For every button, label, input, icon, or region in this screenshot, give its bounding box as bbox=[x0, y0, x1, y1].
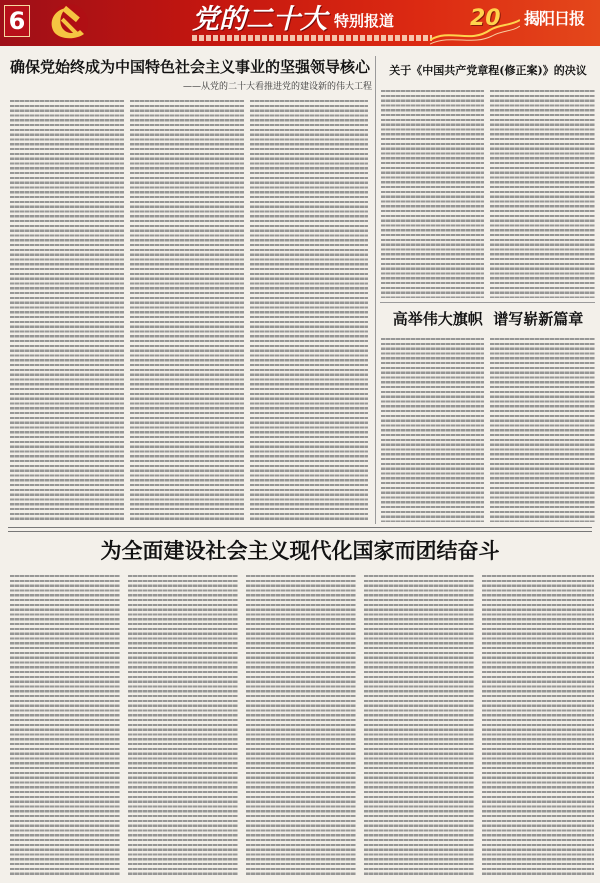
bottom-body-column bbox=[128, 575, 238, 877]
lead-subheadline: ——从党的二十大看推进党的建设新的伟大工程 bbox=[182, 82, 372, 92]
resolution-headline: 关于《中国共产党章程(修正案)》的决议 bbox=[389, 64, 587, 77]
section-title: 党的二十大 bbox=[192, 4, 327, 35]
lead-body-column bbox=[130, 100, 244, 522]
column-divider bbox=[375, 56, 376, 524]
edition-info-strip bbox=[192, 35, 432, 41]
newspaper-logo: 揭阳日报 bbox=[524, 9, 585, 28]
lead-headline: 确保党始终成为中国特色社会主义事业的坚强领导核心 bbox=[10, 58, 371, 76]
page-header bbox=[0, 0, 600, 46]
banner-headline: 高举伟大旗帜 谱写崭新篇章 bbox=[392, 310, 584, 328]
page-number: 6 bbox=[4, 5, 30, 37]
bottom-body-column bbox=[246, 575, 356, 877]
resolution-body-column bbox=[381, 90, 484, 298]
lead-body-column bbox=[250, 100, 368, 522]
horizontal-rule bbox=[8, 527, 592, 532]
resolution-body-column bbox=[490, 90, 595, 298]
banner-body-column bbox=[381, 338, 484, 522]
section-subtitle: 特别报道 bbox=[334, 12, 395, 30]
congress-emblem: 20 bbox=[470, 6, 501, 31]
bottom-body-column bbox=[10, 575, 120, 877]
bottom-body-column bbox=[482, 575, 594, 877]
lead-body-column bbox=[10, 100, 124, 522]
bottom-headline: 为全面建设社会主义现代化国家而团结奋斗 bbox=[100, 538, 500, 563]
bottom-body-column bbox=[364, 575, 474, 877]
banner-body-column bbox=[490, 338, 595, 522]
section-divider bbox=[380, 302, 595, 303]
hammer-sickle-icon bbox=[38, 2, 100, 44]
